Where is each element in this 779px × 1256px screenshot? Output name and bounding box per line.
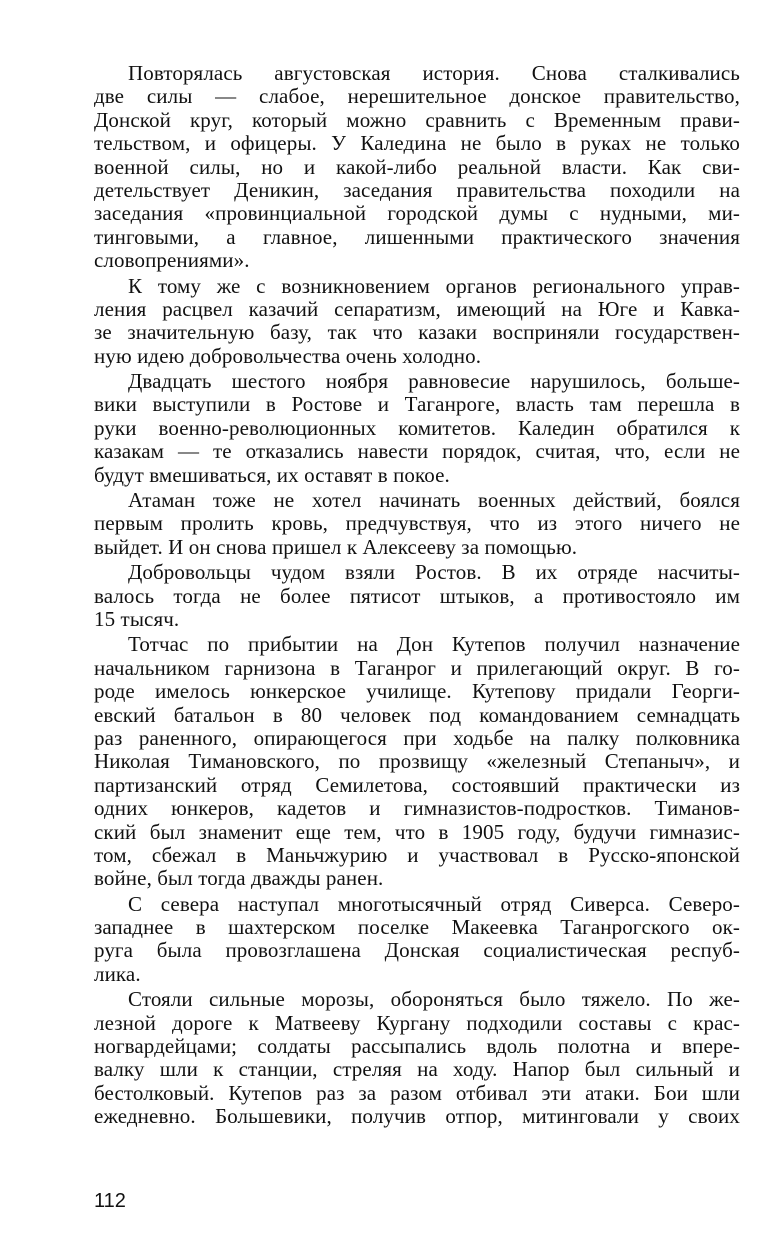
text-line: руки военно-революционных комитетов. Каледин обратился к (94, 415, 740, 440)
text-line: 15 тысяч. (94, 606, 180, 631)
paragraph (94, 370, 740, 487)
text-line: заседания «провинциальной городской думы с нудными, ми- (94, 201, 740, 226)
text-line: первым пролить кровь, предчувствуя, что из этого ничего не (94, 511, 740, 536)
text-line: будут вмешиваться, их оставят в покое. (94, 462, 450, 487)
text-line: ногвардейцами; солдаты рассыпались вдоль полотна и впере- (94, 1034, 740, 1059)
text-line: ную идею добровольчества очень холодно. (94, 343, 482, 368)
text-line: ления расцвел казачий сепаратизм, имеющий на Юге и Кавка- (94, 296, 740, 321)
text-line: словопрениями». (94, 248, 250, 273)
text-line: выйдет. И он снова пришел к Алексееву за помощью. (94, 534, 578, 559)
text-line: детельствует Деникин, заседания правительства походили на (94, 177, 740, 202)
text-line: бестолковый. Кутепов раз за разом отбивал эти атаки. Бои шли (94, 1080, 740, 1105)
text-line: ежедневно. Большевики, получив отпор, митинговали у своих (94, 1104, 740, 1129)
paragraph (94, 275, 740, 369)
text-line: евский батальон в 80 человек под командованием семнадцать (94, 702, 740, 727)
text-line: Двадцать шестого ноября равновесие нарушилось, больше- (128, 369, 740, 394)
paragraph (94, 62, 740, 273)
text-line: вики выступили в Ростове и Таганроге, власть там перешла в (94, 392, 740, 417)
text-line: Повторялась августовская история. Снова сталкивались (128, 61, 740, 85)
text-line: роде имелось юнкерское училище. Кутепову придали Георги- (94, 679, 740, 704)
text-line: К тому же с возникновением органов регионального управ- (128, 273, 740, 298)
paragraph (94, 561, 740, 631)
text-line: С севера наступал многотысячный отряд Сиверса. Северо- (128, 891, 740, 916)
body-text (94, 62, 740, 1131)
text-line: тельством, и офицеры. У Каледина не было в руках не только (94, 131, 740, 156)
paragraph (94, 633, 740, 890)
paragraph (94, 893, 740, 987)
text-line: одних юнкеров, кадетов и гимназистов-подростков. Тиманов- (94, 796, 740, 821)
text-line: лика. (94, 961, 141, 986)
text-line: партизанский отряд Семилетова, состоявший практически из (94, 772, 740, 797)
text-line: Донской круг, который можно сравнить с Временным прави- (94, 107, 740, 132)
text-line: руга была провозглашена Донская социалистическая респуб- (94, 938, 740, 963)
text-line: зе значительную базу, так что казаки восприняли государствен- (94, 320, 740, 345)
text-line: две силы — слабое, нерешительное донское правительство, (94, 84, 740, 109)
text-line: валось тогда не более пятисот штыков, а противостояло им (94, 583, 740, 608)
text-line: казакам — те отказались навести порядок, считая, что, если не (94, 439, 740, 464)
text-line: Стояли сильные морозы, обороняться было тяжело. По же- (128, 987, 740, 1012)
text-line: западнее в шахтерском поселке Макеевка Таганрогского ок- (94, 915, 740, 940)
text-line: Атаман тоже не хотел начинать военных действий, боялся (128, 488, 740, 513)
text-line: Тотчас по прибытии на Дон Кутепов получил назначение (128, 632, 740, 657)
text-line: лезной дороге к Матвееву Кургану подходили составы с крас- (94, 1010, 740, 1035)
text-line: тинговыми, а главное, лишенными практического значения (94, 224, 740, 249)
paragraph (94, 988, 740, 1128)
text-line: начальником гарнизона в Таганрог и прилегающий округ. В го- (94, 655, 740, 680)
text-line: Добровольцы чудом взяли Ростов. В их отряде насчиты- (128, 560, 740, 585)
text-line: раз раненного, опирающегося при ходьбе на палку полковника (94, 725, 740, 750)
text-line: ский был знаменит еще тем, что в 1905 году, будучи гимназис- (94, 819, 740, 844)
text-line: Николая Тимановского, по прозвищу «железный Степаныч», и (94, 749, 740, 774)
paragraph (94, 489, 740, 559)
page-number: 112 (94, 1190, 126, 1212)
text-line: валку шли к станции, стреляя на ходу. Напор был сильный и (94, 1057, 740, 1082)
text-line: том, сбежал в Маньчжурию и участвовал в Русско-японской (94, 842, 740, 867)
text-line: военной силы, но и какой-либо реальной власти. Как сви- (94, 154, 740, 179)
text-line: войне, был тогда дважды ранен. (94, 866, 384, 891)
